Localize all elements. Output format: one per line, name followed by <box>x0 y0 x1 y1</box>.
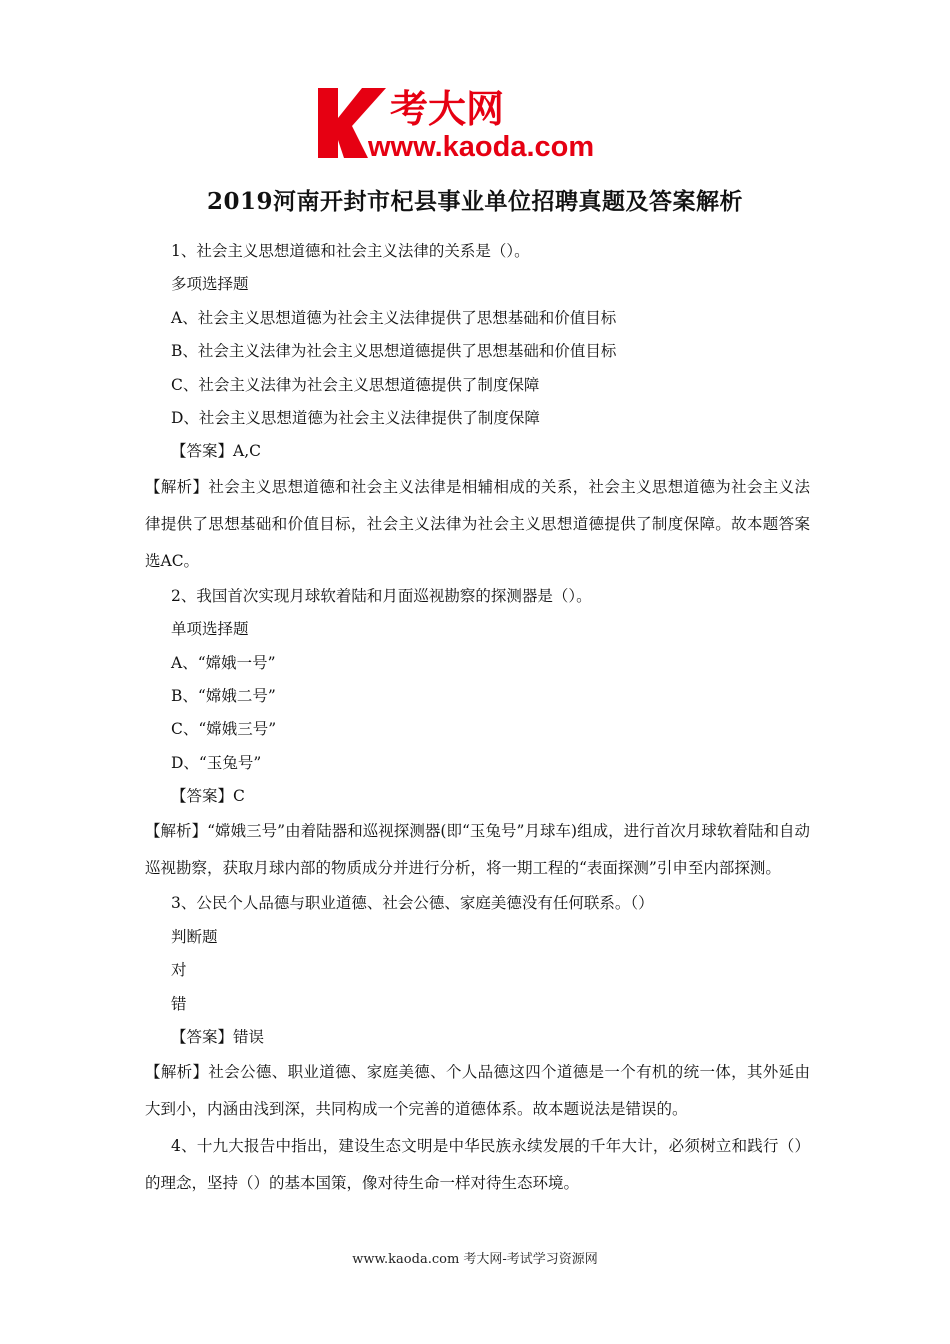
text-line: B、“嫦娥二号” <box>171 686 276 705</box>
paragraph: 【解析】社会公德、职业道德、家庭美德、个人品德这四个道德是一个有机的统一体，其外延由大到小，内涵由浅到深，共同构成一个完善的道德体系。故本题说法是错误的。 <box>145 1063 810 1119</box>
text-line: 单项选择题 <box>171 620 249 639</box>
paragraph: 【解析】“嫦娥三号”由着陆器和巡视探测器(即“玉兔号”月球车)组成，进行首次月球软着陆和自动巡视勘察，获取月球内部的物质成分并进行分析，将一期工程的“表面探测”引申至内部探测。 <box>145 822 810 878</box>
text-line: B、社会主义法律为社会主义思想道德提供了思想基础和价值目标 <box>171 342 617 361</box>
logo-url-text: www.kaoda.com <box>368 131 595 163</box>
text-line: C、“嫦娥三号” <box>171 720 277 739</box>
text-line: D、社会主义思想道德为社会主义法律提供了制度保障 <box>171 408 540 427</box>
kaoda-logo <box>318 82 638 164</box>
text-line: D、“玉兔号” <box>171 753 262 772</box>
text-line: A、社会主义思想道德为社会主义法律提供了思想基础和价值目标 <box>171 308 617 327</box>
text-line: 错 <box>171 994 187 1013</box>
page-footer: www.kaoda.com 考大网-考试学习资源网 <box>352 1252 598 1267</box>
text-line: 【答案】C <box>171 787 245 806</box>
text-line: 判断题 <box>171 927 218 946</box>
text-line: A、“嫦娥一号” <box>171 653 276 672</box>
text-line: 【答案】A,C <box>171 442 261 461</box>
paragraph: 4、十九大报告中指出，建设生态文明是中华民族永续发展的千年大计，必须树立和践行（）的理念，坚持（）的基本国策，像对待生命一样对待生态环境。 <box>145 1137 810 1193</box>
text-line: 1、社会主义思想道德和社会主义法律的关系是（）。 <box>171 242 530 260</box>
text-line: 3、公民个人品德与职业道德、社会公德、家庭美德没有任何联系。（） <box>171 894 654 913</box>
logo-brand-text: 考大网 <box>390 89 505 131</box>
text-line: 【答案】错误 <box>171 1028 265 1047</box>
text-line: 2、我国首次实现月球软着陆和月面巡视勘察的探测器是（）。 <box>171 586 592 605</box>
text-line: 对 <box>171 961 187 980</box>
text-line: C、社会主义法律为社会主义思想道德提供了制度保障 <box>171 375 540 394</box>
page-title: 2019河南开封市杞县事业单位招聘真题及答案解析 <box>206 188 743 215</box>
paragraph: 【解析】社会主义思想道德和社会主义法律是相辅相成的关系，社会主义思想道德为社会主义法律提供了思想基础和价值目标，社会主义法律为社会主义思想道德提供了制度保障。故本题答案选AC。 <box>145 477 810 570</box>
text-line: 多项选择题 <box>171 275 249 294</box>
document-body <box>145 235 810 1202</box>
